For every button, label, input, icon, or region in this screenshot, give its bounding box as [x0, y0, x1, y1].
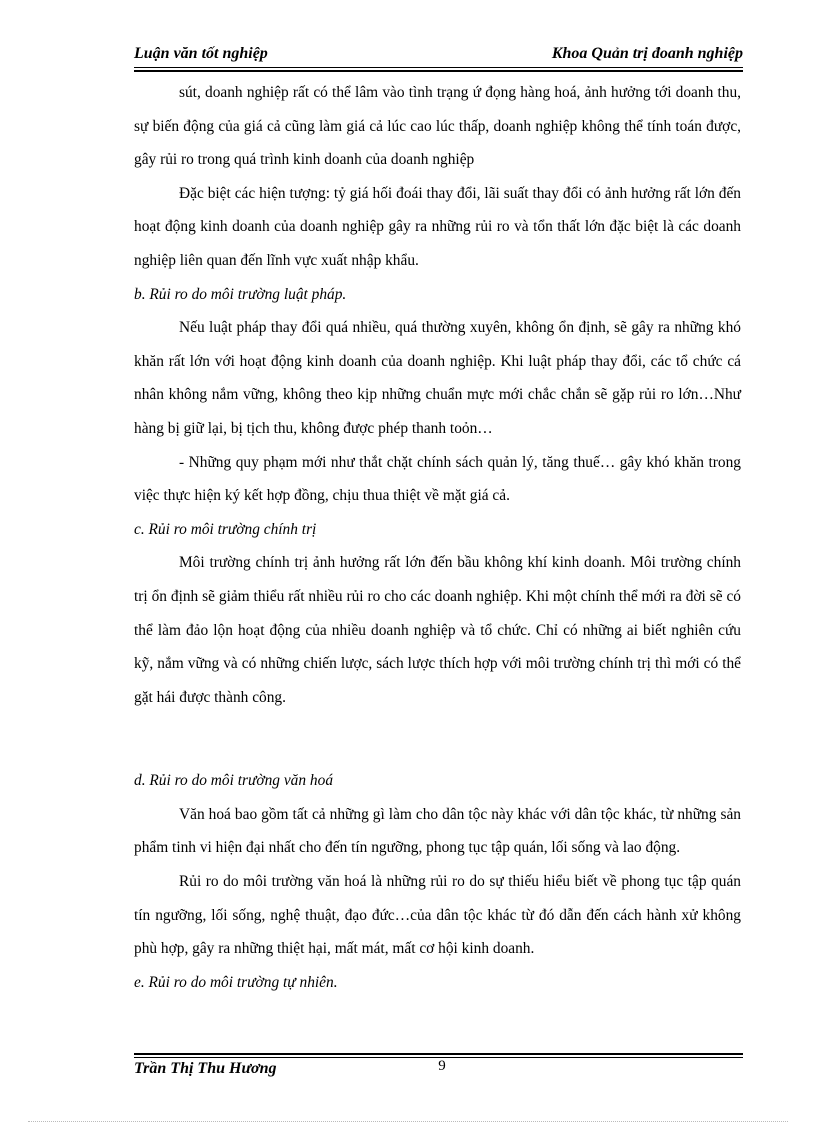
paragraph-political-environment: Môi trường chính trị ảnh hưởng rất lớn đến bầu không khí kinh doanh. Môi trường chính trị ổn định sẽ giảm thiểu rất nhiều rủi ro cho các doanh nghiệp. Khi một chính thể mới ra đời sẽ có thể làm đảo lộn hoạt động của nhiều doanh nghiệp và tổ chức. Chỉ có những ai biết nghiên cứu kỹ, nắm vững và có những chiến lược, sách lược thích hợp với môi trường chính trị thì mới có thể gặt hái được thành công.: [134, 554, 741, 706]
page-number: 9: [438, 1058, 446, 1074]
header-rule-thick: [134, 70, 743, 72]
footer-author: Trần Thị Thu Hương: [134, 1060, 277, 1077]
page-header: [134, 44, 743, 66]
header-rule-thin: [134, 67, 743, 68]
paragraph-cultural-risk: Rủi ro do môi trường văn hoá là những rủi ro do sự thiếu hiểu biết về phong tục tập quán tín ngưỡng, lối sống, nghệ thuật, đạo đức…của dân tộc khác từ đó dẫn đến cách hành xử không phù hợp, gây ra những thiệt hại, mất mát, mất cơ hội kinh doanh.: [134, 873, 741, 958]
heading-political-environment-risk: c. Rủi ro môi trường chính trị: [134, 520, 317, 538]
section-gap: [134, 714, 741, 764]
paragraph-legal-changes: Nếu luật pháp thay đổi quá nhiều, quá thường xuyên, không ổn định, sẽ gây ra những khó khăn rất lớn với hoạt động kinh doanh của doanh nghiệp. Khi luật pháp thay đổi, các tổ chức cá nhân không nắm vững, không theo kịp những chuẩn mực mới chắc chắn sẽ gặp rủi ro lớn…Như hàng bị giữ lại, bị tịch thu, không được phép thanh toỏn…: [134, 319, 741, 437]
header-thesis-title: Luận văn tốt nghiệp: [134, 45, 268, 62]
paragraph-new-regulations: - Những quy phạm mới như thắt chặt chính sách quản lý, tăng thuế… gây khó khăn trong việc thực hiện ký kết hợp đồng, chịu thua thiệt về mặt giá cả.: [134, 453, 741, 505]
paragraph-culture-definition: Văn hoá bao gồm tất cả những gì làm cho dân tộc này khác với dân tộc khác, từ những sản phẩm tinh vi hiện đại nhất cho đến tín ngưỡng, phong tục tập quán, lối sống và lao động.: [134, 805, 741, 857]
page-bottom-border: [28, 1121, 788, 1122]
paragraph-exchange-rate: Đặc biệt các hiện tượng: tỷ giá hối đoái thay đổi, lãi suất thay đổi có ảnh hưởng rất lớn đến hoạt động kinh doanh của doanh nghiệp gây ra những rủi ro và tổn thất lớn đặc biệt là các doanh nghiệp liên quan đến lĩnh vực xuất nhập khẩu.: [134, 184, 741, 269]
heading-cultural-environment-risk: d. Rủi ro do môi trường văn hoá: [134, 772, 334, 790]
header-faculty-name: Khoa Quản trị đoanh nghiệp: [551, 45, 743, 62]
page-body: [134, 76, 741, 999]
heading-natural-environment-risk: e. Rủi ro do môi trường tự nhiên.: [134, 973, 338, 991]
heading-legal-environment-risk: b. Rủi ro do môi trường luật pháp.: [134, 285, 347, 303]
paragraph-market-risk-continued: sút, doanh nghiệp rất có thể lâm vào tình trạng ứ đọng hàng hoá, ảnh hưởng tới doanh thu, sự biến động của giá cả cũng làm giá cả lúc cao lúc thấp, doanh nghiệp không thể tính toán được, gây rủi ro trong quá trình kinh doanh của doanh nghiệp: [134, 84, 741, 169]
footer-rule-thick: [134, 1053, 743, 1055]
